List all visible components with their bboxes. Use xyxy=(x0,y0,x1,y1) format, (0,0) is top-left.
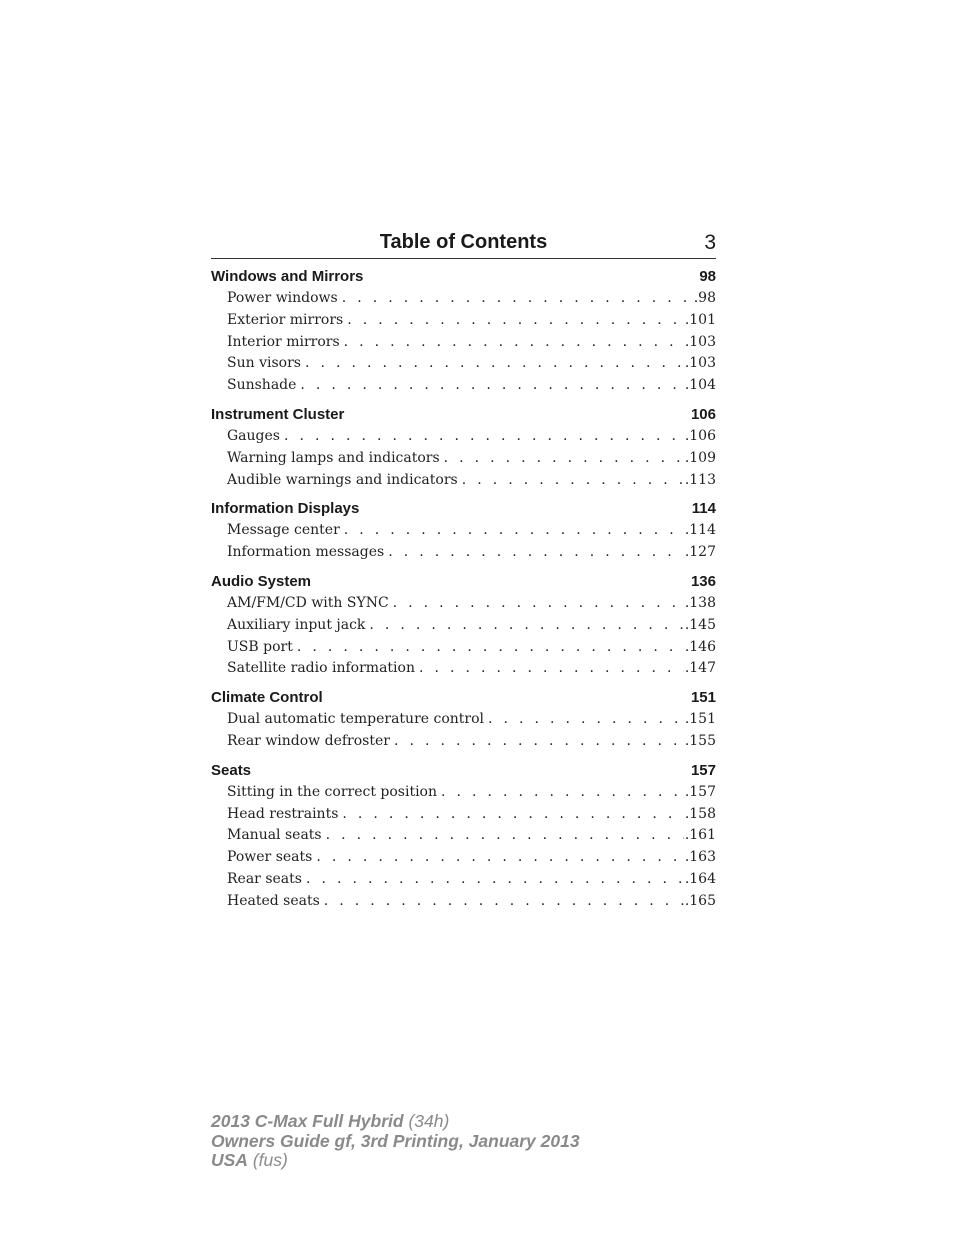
entry-page: .163 xyxy=(684,849,716,866)
entry-label: Power windows xyxy=(227,290,338,306)
footer-line-2 xyxy=(211,1132,580,1152)
section-title: Seats xyxy=(211,761,252,779)
entry-label: Information messages xyxy=(227,544,385,561)
dot-leader xyxy=(369,615,683,637)
entry-label: Manual seats xyxy=(227,827,322,844)
entry-label: AM/FM/CD with SYNC xyxy=(227,594,389,611)
toc-section xyxy=(211,760,716,913)
entry-label: Satellite radio information xyxy=(227,660,415,677)
dot-leader xyxy=(444,448,684,470)
entry-page: .147 xyxy=(684,660,716,677)
dot-leader xyxy=(342,288,693,310)
toc-entry[interactable] xyxy=(211,542,716,564)
entry-label: Gauges xyxy=(227,427,280,444)
section-page: 114 xyxy=(691,500,716,518)
dot-leader xyxy=(488,709,684,731)
entry-page: .103 xyxy=(684,355,716,372)
entry-page: .164 xyxy=(684,870,716,887)
section-title: Information Displays xyxy=(211,500,360,518)
dot-leader xyxy=(316,847,684,869)
dot-leader xyxy=(342,804,683,826)
entry-page: .157 xyxy=(684,783,716,800)
entry-page: .155 xyxy=(684,732,716,749)
entry-page: .158 xyxy=(684,805,716,822)
toc-entry[interactable] xyxy=(211,375,716,397)
toc-entry[interactable] xyxy=(211,520,716,542)
toc-section xyxy=(211,266,716,397)
entry-label: Power seats xyxy=(227,849,313,866)
entry-label: USB port xyxy=(227,638,293,655)
entry-label: Exterior mirrors xyxy=(227,311,344,328)
section-heading[interactable] xyxy=(211,498,716,520)
entry-label: Interior mirrors xyxy=(227,333,340,350)
entry-label: Auxiliary input jack xyxy=(227,616,366,633)
dot-leader xyxy=(388,542,684,564)
dot-leader xyxy=(462,470,684,492)
section-page: 151 xyxy=(690,689,716,707)
page-header xyxy=(211,228,716,259)
footer-model: 2013 C-Max Full Hybrid xyxy=(211,1111,404,1131)
toc-entry[interactable] xyxy=(211,615,716,637)
dot-leader xyxy=(441,782,684,804)
entry-page: .146 xyxy=(684,638,716,655)
toc-section xyxy=(211,571,716,680)
footer-model-code: (34h) xyxy=(408,1111,450,1131)
toc-entry[interactable] xyxy=(211,709,716,731)
footer-region-code: (fus) xyxy=(252,1150,288,1170)
entry-page: .151 xyxy=(684,711,716,728)
dot-leader xyxy=(306,869,684,891)
entry-page: .106 xyxy=(684,427,716,444)
section-heading[interactable] xyxy=(211,687,716,709)
entry-page: .145 xyxy=(684,616,716,633)
entry-label: Audible warnings and indicators xyxy=(227,471,458,488)
dot-leader xyxy=(344,520,684,542)
entry-page: .109 xyxy=(684,449,716,466)
entry-label: Sunshade xyxy=(227,377,297,394)
entry-label: Head restraints xyxy=(227,805,339,822)
section-heading[interactable] xyxy=(211,760,716,782)
toc-entry[interactable] xyxy=(211,310,716,332)
entry-label: Rear window defroster xyxy=(227,732,390,749)
footer-guide-info: Owners Guide gf, 3rd Printing, January 2013 xyxy=(211,1130,580,1151)
dot-leader xyxy=(297,637,684,659)
toc-entry[interactable] xyxy=(211,869,716,891)
section-page: 136 xyxy=(690,572,716,590)
page-number: 3 xyxy=(704,231,716,254)
section-title: Audio System xyxy=(211,572,312,590)
toc-entry[interactable] xyxy=(211,426,716,448)
section-page: 106 xyxy=(690,405,716,423)
dot-leader xyxy=(393,593,684,615)
toc-entry[interactable] xyxy=(211,470,716,492)
section-title: Windows and Mirrors xyxy=(211,268,364,285)
footer-line-3 xyxy=(211,1151,580,1171)
entry-label: Sun visors xyxy=(227,355,301,372)
toc-entry[interactable] xyxy=(211,825,716,847)
dot-leader xyxy=(324,891,684,913)
table-of-contents xyxy=(211,266,716,920)
entry-page: .127 xyxy=(684,544,716,561)
entry-label: Rear seats xyxy=(227,870,302,887)
toc-entry[interactable] xyxy=(211,332,716,354)
entry-label: Message center xyxy=(227,522,340,539)
toc-entry[interactable] xyxy=(211,593,716,615)
toc-entry[interactable] xyxy=(211,804,716,826)
toc-section xyxy=(211,498,716,564)
toc-entry[interactable] xyxy=(211,782,716,804)
toc-entry[interactable] xyxy=(211,731,716,753)
entry-page: .138 xyxy=(684,594,716,611)
dot-leader xyxy=(394,731,684,753)
toc-entry[interactable] xyxy=(211,847,716,869)
page-title: Table of Contents xyxy=(379,231,548,253)
entry-label: Heated seats xyxy=(227,892,320,909)
section-heading[interactable] xyxy=(211,404,716,426)
section-heading[interactable] xyxy=(211,571,716,593)
toc-entry[interactable] xyxy=(211,288,716,310)
entry-label: Warning lamps and indicators xyxy=(227,449,440,466)
section-title: Climate Control xyxy=(211,689,323,707)
toc-section xyxy=(211,404,716,491)
entry-page: .98 xyxy=(693,290,716,306)
entry-label: Dual automatic temperature control xyxy=(227,711,485,728)
footer-line-1 xyxy=(211,1112,580,1132)
toc-entry[interactable] xyxy=(211,448,716,470)
dot-leader xyxy=(347,310,684,332)
entry-page: .114 xyxy=(684,522,716,539)
section-page: 98 xyxy=(699,268,716,285)
entry-page: .104 xyxy=(684,377,716,394)
entry-page: .101 xyxy=(684,311,716,328)
dot-leader xyxy=(344,332,684,354)
entry-page: .113 xyxy=(684,471,716,488)
toc-entry[interactable] xyxy=(211,658,716,680)
toc-entry[interactable] xyxy=(211,637,716,659)
dot-leader xyxy=(305,353,684,375)
section-heading[interactable] xyxy=(211,266,716,288)
footer-region: USA xyxy=(211,1150,248,1170)
entry-page: .161 xyxy=(684,827,716,844)
dot-leader xyxy=(419,658,684,680)
section-title: Instrument Cluster xyxy=(211,405,345,423)
toc-entry[interactable] xyxy=(211,891,716,913)
entry-page: .165 xyxy=(684,892,716,909)
footer xyxy=(211,1112,580,1171)
entry-label: Sitting in the correct position xyxy=(227,783,438,800)
toc-entry[interactable] xyxy=(211,353,716,375)
toc-section xyxy=(211,687,716,753)
entry-page: .103 xyxy=(684,333,716,350)
dot-leader xyxy=(300,375,683,397)
dot-leader xyxy=(326,825,684,847)
section-page: 157 xyxy=(690,761,716,779)
dot-leader xyxy=(284,426,684,448)
